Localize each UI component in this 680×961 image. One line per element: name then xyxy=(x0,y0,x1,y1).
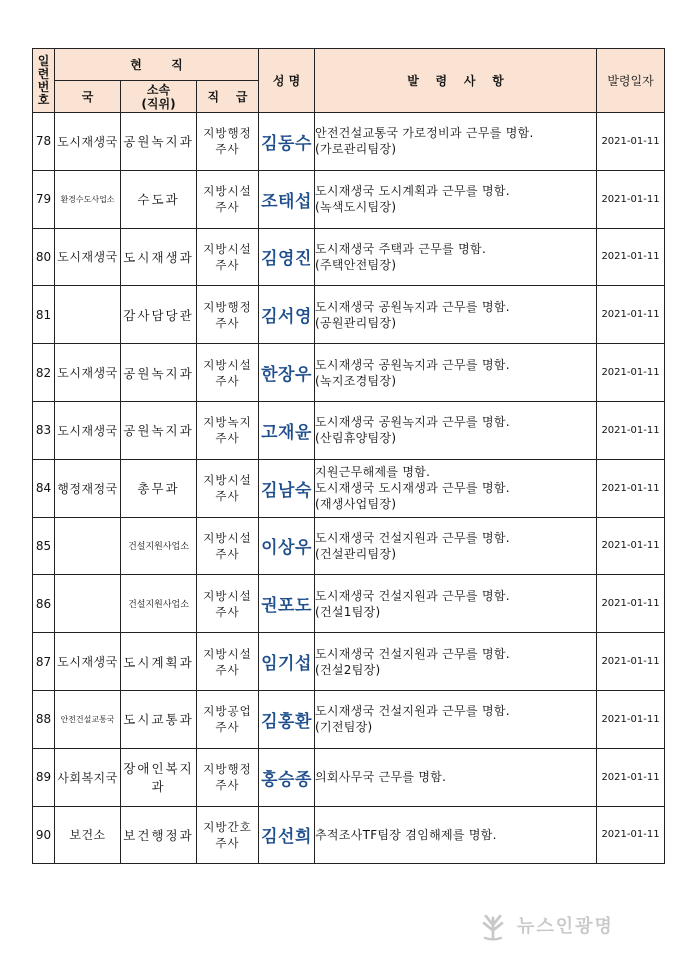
appointment-date: 2021-01-11 xyxy=(597,170,665,228)
serial-number: 86 xyxy=(33,575,55,633)
affiliation-cell: 도시계획과 xyxy=(121,633,197,691)
appointment-detail: 의회사무국 근무를 명함. xyxy=(315,748,597,806)
bureau-cell: 도시재생국 xyxy=(55,113,121,171)
person-name: 김서영 xyxy=(259,286,315,344)
appointment-date: 2021-01-11 xyxy=(597,286,665,344)
rank-header: 직 급 xyxy=(197,81,259,113)
serial-number: 88 xyxy=(33,690,55,748)
rank-cell: 지방간호 주사 xyxy=(197,806,259,864)
appointment-detail: 도시재생국 공원녹지과 근무를 명함. (녹지조경팀장) xyxy=(315,344,597,402)
table-row xyxy=(33,806,665,864)
bureau-cell xyxy=(55,575,121,633)
news-watermark: 뉴스인광명 xyxy=(475,905,655,945)
bureau-cell: 도시재생국 xyxy=(55,401,121,459)
appointment-date: 2021-01-11 xyxy=(597,459,665,517)
rank-cell: 지방시설 주사 xyxy=(197,344,259,402)
appointment-detail: 도시재생국 공원녹지과 근무를 명함. (산림휴양팀장) xyxy=(315,401,597,459)
rank-cell: 지방시설 주사 xyxy=(197,633,259,691)
rank-cell: 지방공업 주사 xyxy=(197,690,259,748)
appointment-detail: 도시재생국 건설지원과 근무를 명함. (건설1팀장) xyxy=(315,575,597,633)
appointment-date: 2021-01-11 xyxy=(597,690,665,748)
table-row xyxy=(33,113,665,171)
appointment-date: 2021-01-11 xyxy=(597,517,665,575)
person-name: 임기섭 xyxy=(259,633,315,691)
appointment-date: 2021-01-11 xyxy=(597,575,665,633)
table-row xyxy=(33,401,665,459)
bureau-cell xyxy=(55,517,121,575)
affiliation-cell: 도시교통과 xyxy=(121,690,197,748)
serial-number: 89 xyxy=(33,748,55,806)
bureau-cell: 도시재생국 xyxy=(55,344,121,402)
appointment-date: 2021-01-11 xyxy=(597,228,665,286)
serial-number: 84 xyxy=(33,459,55,517)
affiliation-cell: 장애인복지과 xyxy=(121,748,197,806)
appointment-date: 2021-01-11 xyxy=(597,633,665,691)
table-row xyxy=(33,690,665,748)
affiliation-cell: 수도과 xyxy=(121,170,197,228)
appointment-header: 발 령 사 항 xyxy=(315,49,597,113)
rank-cell: 지방시설 주사 xyxy=(197,459,259,517)
affiliation-cell: 공원녹지과 xyxy=(121,344,197,402)
rank-cell: 지방행정 주사 xyxy=(197,113,259,171)
date-header: 발령일자 xyxy=(597,49,665,113)
appointment-date: 2021-01-11 xyxy=(597,748,665,806)
bureau-cell: 안전건설교통국 xyxy=(55,690,121,748)
affiliation-cell: 총무과 xyxy=(121,459,197,517)
table-row xyxy=(33,748,665,806)
appointment-detail: 안전건설교통국 가로정비과 근무를 명함. (가로관리팀장) xyxy=(315,113,597,171)
appointment-detail: 지원근무해제를 명함. 도시재생국 도시재생과 근무를 명함. (재생사업팀장) xyxy=(315,459,597,517)
affiliation-header: 소속 (직위) xyxy=(121,81,197,113)
bureau-cell: 환경수도사업소 xyxy=(55,170,121,228)
table-row xyxy=(33,575,665,633)
person-name: 이상우 xyxy=(259,517,315,575)
bureau-cell: 보건소 xyxy=(55,806,121,864)
person-name: 김영진 xyxy=(259,228,315,286)
serial-number: 78 xyxy=(33,113,55,171)
person-name: 조태섭 xyxy=(259,170,315,228)
bureau-cell: 도시재생국 xyxy=(55,228,121,286)
table-row xyxy=(33,286,665,344)
serial-number-header: 일 련 번 호 xyxy=(33,49,55,113)
name-header: 성 명 xyxy=(259,49,315,113)
rank-cell: 지방녹지 주사 xyxy=(197,401,259,459)
laurel-logo-icon xyxy=(475,907,511,943)
person-name: 권포도 xyxy=(259,575,315,633)
table-row xyxy=(33,459,665,517)
affiliation-cell: 건설지원사업소 xyxy=(121,517,197,575)
person-name: 고재윤 xyxy=(259,401,315,459)
appointment-date: 2021-01-11 xyxy=(597,806,665,864)
bureau-header: 국 xyxy=(55,81,121,113)
person-name: 김선희 xyxy=(259,806,315,864)
serial-number: 87 xyxy=(33,633,55,691)
bureau-cell: 도시재생국 xyxy=(55,633,121,691)
affiliation-cell: 도시재생과 xyxy=(121,228,197,286)
rank-cell: 지방시설 주사 xyxy=(197,228,259,286)
appointment-detail: 도시재생국 건설지원과 근무를 명함. (건설관리팀장) xyxy=(315,517,597,575)
bureau-cell xyxy=(55,286,121,344)
rank-cell: 지방시설 주사 xyxy=(197,170,259,228)
appointment-detail: 도시재생국 공원녹지과 근무를 명함. (공원관리팀장) xyxy=(315,286,597,344)
rank-cell: 지방시설 주사 xyxy=(197,575,259,633)
rank-cell: 지방행정 주사 xyxy=(197,748,259,806)
appointment-date: 2021-01-11 xyxy=(597,113,665,171)
current-post-header: 현 직 xyxy=(55,49,259,81)
affiliation-cell: 건설지원사업소 xyxy=(121,575,197,633)
serial-number: 79 xyxy=(33,170,55,228)
affiliation-cell: 감사담당관 xyxy=(121,286,197,344)
person-name: 김남숙 xyxy=(259,459,315,517)
person-name: 김동수 xyxy=(259,113,315,171)
serial-number: 81 xyxy=(33,286,55,344)
affiliation-cell: 공원녹지과 xyxy=(121,401,197,459)
person-name: 김홍환 xyxy=(259,690,315,748)
appointment-detail: 추적조사TF팀장 겸임해제를 명함. xyxy=(315,806,597,864)
rank-cell: 지방행정 주사 xyxy=(197,286,259,344)
appointment-detail: 도시재생국 주택과 근무를 명함. (주택안전팀장) xyxy=(315,228,597,286)
serial-number: 85 xyxy=(33,517,55,575)
serial-number: 80 xyxy=(33,228,55,286)
appointment-detail: 도시재생국 건설지원과 근무를 명함. (기전팀장) xyxy=(315,690,597,748)
bureau-cell: 사회복지국 xyxy=(55,748,121,806)
serial-number: 82 xyxy=(33,344,55,402)
appointment-date: 2021-01-11 xyxy=(597,401,665,459)
table-row xyxy=(33,170,665,228)
serial-number: 83 xyxy=(33,401,55,459)
appointment-table xyxy=(32,48,665,864)
person-name: 홍승종 xyxy=(259,748,315,806)
table-row xyxy=(33,228,665,286)
appointment-detail: 도시재생국 도시계획과 근무를 명함. (녹색도시팀장) xyxy=(315,170,597,228)
rank-cell: 지방시설 주사 xyxy=(197,517,259,575)
person-name: 한장우 xyxy=(259,344,315,402)
affiliation-cell: 공원녹지과 xyxy=(121,113,197,171)
serial-number: 90 xyxy=(33,806,55,864)
appointment-date: 2021-01-11 xyxy=(597,344,665,402)
table-row xyxy=(33,344,665,402)
appointment-detail: 도시재생국 건설지원과 근무를 명함. (건설2팀장) xyxy=(315,633,597,691)
affiliation-cell: 보건행정과 xyxy=(121,806,197,864)
table-row xyxy=(33,633,665,691)
bureau-cell: 행정재정국 xyxy=(55,459,121,517)
table-row xyxy=(33,517,665,575)
